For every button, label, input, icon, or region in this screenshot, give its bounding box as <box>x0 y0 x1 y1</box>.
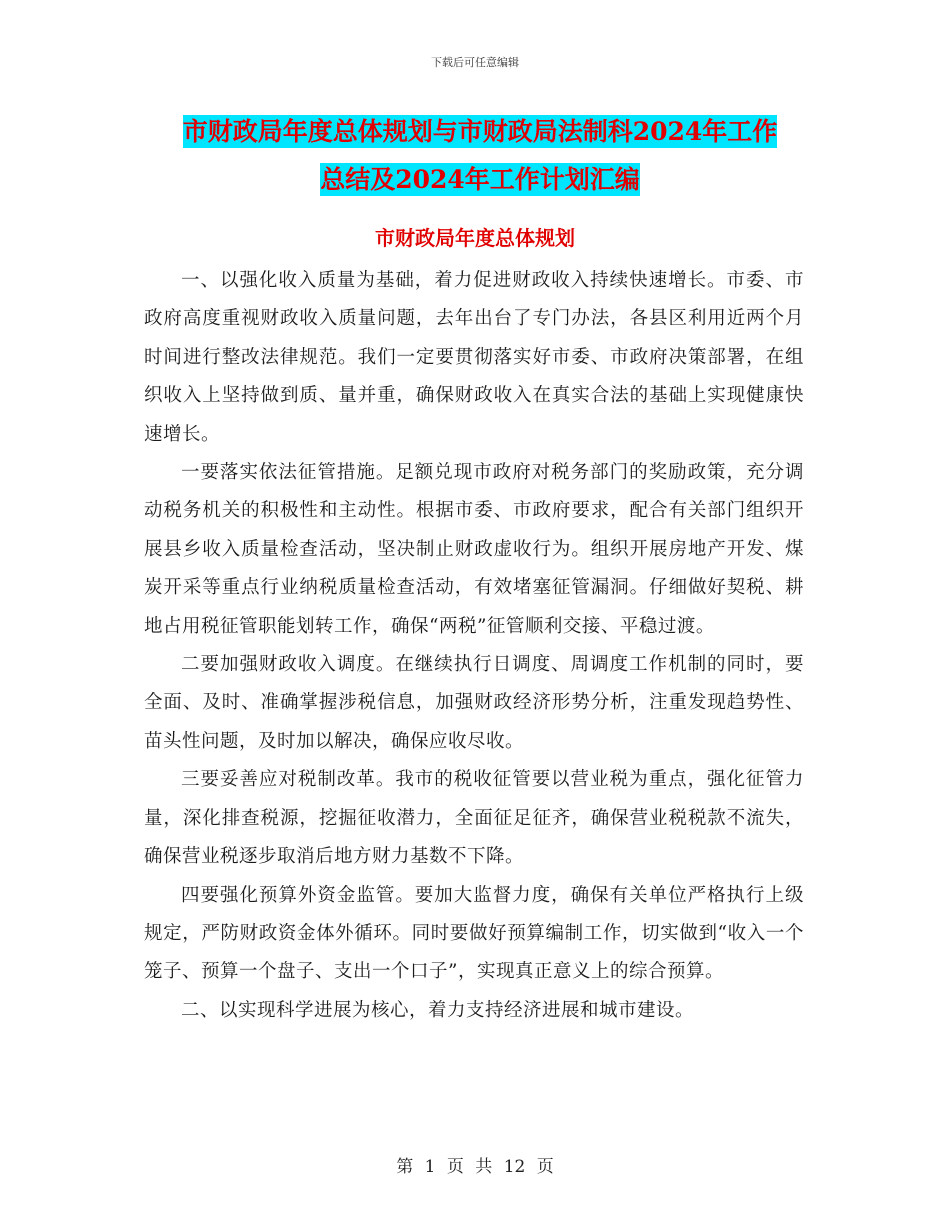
paragraph: 三要妥善应对税制改革。我市的税收征管要以营业税为重点，强化征管力量，深化排查税源，挖掘征收潜力，全面征足征齐，确保营业税税款不流失，确保营业税逐步取消后地方财力基数不下降。 <box>144 769 804 868</box>
document-title <box>140 108 820 204</box>
paragraph: 四要强化预算外资金监管。要加大监督力度，确保有关单位严格执行上级规定，严防财政资金体外循环。同时要做好预算编制工作，切实做到“收入一个笼子、预算一个盘子、支出一个口子”，实现真正意义上的综合预算。 <box>144 884 804 983</box>
paragraph: 二要加强财政收入调度。在继续执行日调度、周调度工作机制的同时，要全面、及时、准确掌握涉税信息，加强财政经济形势分析，注重发现趋势性、苗头性问题，及时加以解决，确保应收尽收。 <box>144 654 804 752</box>
page-footer: 第 1 页 共 12 页 <box>396 1157 554 1177</box>
paragraph: 一、以强化收入质量为基础，着力促进财政收入持续快速增长。市委、市政府高度重视财政收入质量问题，去年出台了专门办法，各县区利用近两个月时间进行整改法律规范。我们一定要贯彻落实好市委、市政府决策部署，在组织收入上坚持做到质、量并重，确保财政收入在真实合法的基础上实现健康快速增长。 <box>144 270 804 445</box>
header-note: 下载后可任意编辑 <box>431 56 519 69</box>
title-line-2: 总结及2024年工作计划汇编 <box>320 165 640 194</box>
paragraph: 二、以实现科学进展为核心，着力支持经济进展和城市建设。 <box>181 999 695 1021</box>
section-title: 市财政局年度总体规划 <box>375 226 575 250</box>
body-text <box>144 262 804 1030</box>
paragraph: 一要落实依法征管措施。足额兑现市政府对税务部门的奖励政策，充分调动税务机关的积极性和主动性。根据市委、市政府要求，配合有关部门组织开展县乡收入质量检查活动，坚决制止财政虚收行为。组织开展房地产开发、煤炭开采等重点行业纳税质量检查活动，有效堵塞征管漏洞。仔细做好契税、耕地占用税征管职能划转工作，确保“两税”征管顺利交接、平稳过渡。 <box>144 462 804 637</box>
title-line-1: 市财政局年度总体规划与市财政局法制科2024年工作 <box>182 117 778 146</box>
